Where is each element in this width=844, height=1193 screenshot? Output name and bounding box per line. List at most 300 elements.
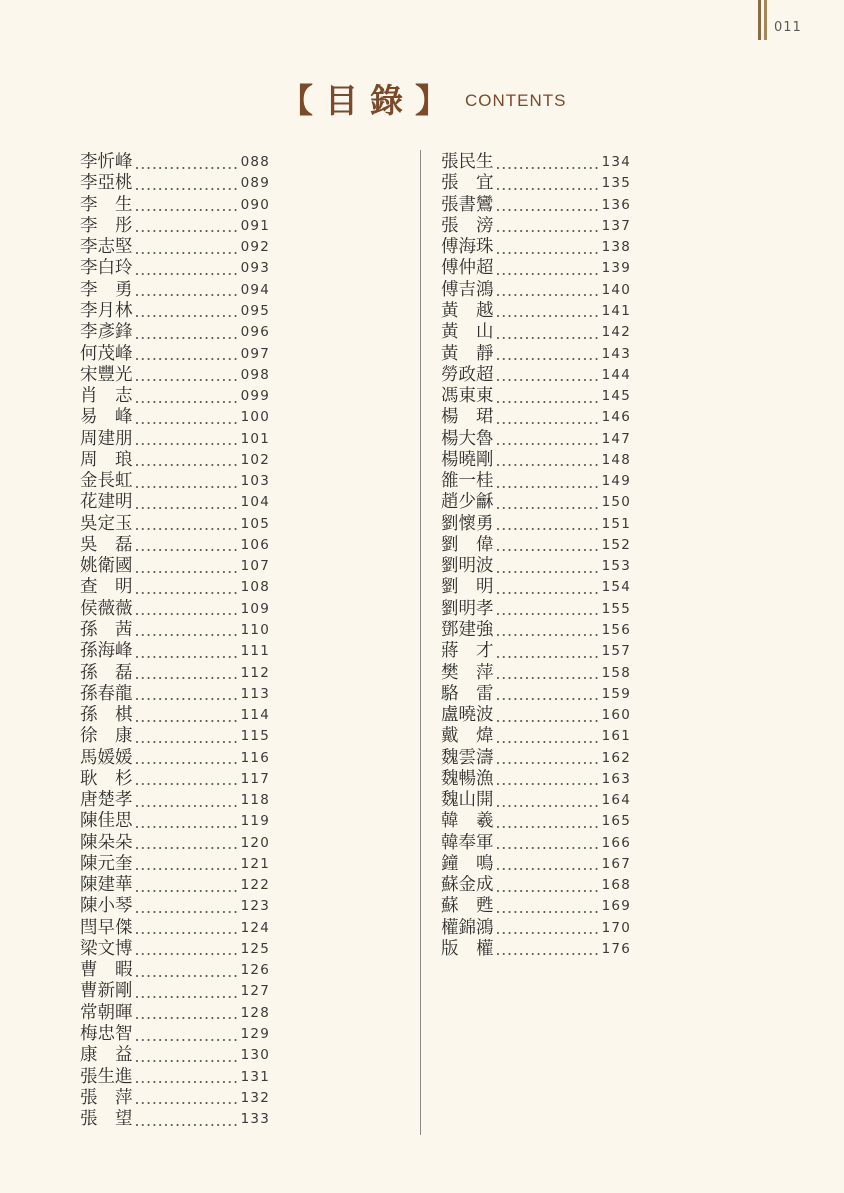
entry-name: 李 勇 [80, 279, 133, 300]
entry-name: 李月林 [80, 300, 133, 321]
entry-name: 周建朋 [80, 428, 133, 449]
dot-leader [136, 209, 239, 211]
entry-name: 孫 茜 [80, 619, 133, 640]
toc-entry [80, 662, 270, 683]
toc-entry [80, 535, 270, 556]
dot-leader [136, 932, 239, 934]
entry-name: 張 滂 [441, 215, 494, 236]
entry-name: 魏雲濤 [441, 747, 494, 768]
entry-page-number: 108 [240, 579, 270, 596]
toc-entry [80, 258, 270, 279]
toc-entry [441, 343, 631, 364]
dot-leader [136, 464, 239, 466]
entry-page-number: 099 [240, 388, 270, 405]
dot-leader [136, 252, 239, 254]
toc-entry [441, 471, 631, 492]
entry-name: 韓 羲 [441, 811, 494, 832]
toc-entry [441, 790, 631, 811]
entry-page-number: 156 [601, 621, 631, 638]
toc-entry [80, 747, 270, 768]
toc-entry [80, 514, 270, 535]
dot-leader [136, 422, 239, 424]
dot-leader [497, 783, 600, 785]
toc-entry [80, 322, 270, 343]
entry-page-number: 154 [601, 579, 631, 596]
dot-leader [136, 358, 239, 360]
dot-leader [497, 613, 600, 615]
entry-page-number: 130 [240, 1047, 270, 1064]
entry-page-number: 160 [601, 707, 631, 724]
toc-entry [441, 577, 631, 598]
entry-page-number: 139 [601, 260, 631, 277]
entry-name: 馬媛媛 [80, 747, 133, 768]
dot-leader [136, 677, 239, 679]
dot-leader [136, 975, 239, 977]
dot-leader [136, 720, 239, 722]
entry-page-number: 153 [601, 558, 631, 575]
toc-entry [441, 747, 631, 768]
dot-leader [136, 656, 239, 658]
toc-entry [80, 960, 270, 981]
entry-page-number: 105 [240, 515, 270, 532]
dot-leader [497, 401, 600, 403]
entry-page-number: 123 [240, 898, 270, 915]
toc-entry [441, 173, 631, 194]
entry-page-number: 097 [240, 345, 270, 362]
entry-name: 楊大魯 [441, 428, 494, 449]
toc-entry [441, 301, 631, 322]
toc-entry [441, 662, 631, 683]
entry-name: 張 宜 [441, 173, 494, 194]
dot-leader [497, 911, 600, 913]
dot-leader [136, 805, 239, 807]
entry-name: 李彥鋒 [80, 322, 133, 343]
toc-entry [441, 833, 631, 854]
dot-leader [136, 1102, 239, 1104]
dot-leader [136, 1081, 239, 1083]
entry-name: 劉明孝 [441, 598, 494, 619]
dot-leader [497, 592, 600, 594]
dot-leader [136, 571, 239, 573]
dot-leader [136, 890, 239, 892]
entry-name: 李 彤 [80, 215, 133, 236]
entry-page-number: 142 [601, 324, 631, 341]
entry-name: 鐘 鳴 [441, 853, 494, 874]
dot-leader [497, 720, 600, 722]
toc-entry [441, 514, 631, 535]
entry-name: 康 益 [80, 1045, 133, 1066]
toc-entry [441, 896, 631, 917]
toc-entry [80, 875, 270, 896]
toc-entry [80, 599, 270, 620]
entry-name: 肖 志 [80, 386, 133, 407]
entry-page-number: 141 [601, 302, 631, 319]
entry-page-number: 133 [240, 1111, 270, 1128]
entry-page-number: 115 [240, 728, 270, 745]
entry-name: 劉懷勇 [441, 513, 494, 534]
dot-leader [136, 486, 239, 488]
dot-leader [497, 528, 600, 530]
toc-entry [441, 684, 631, 705]
entry-page-number: 147 [601, 430, 631, 447]
dot-leader [136, 634, 239, 636]
toc-entry [80, 726, 270, 747]
dot-leader [497, 464, 600, 466]
entry-page-number: 149 [601, 473, 631, 490]
entry-name: 李白玲 [80, 258, 133, 279]
entry-page-number: 091 [240, 217, 270, 234]
entry-name: 耿 杉 [80, 768, 133, 789]
dot-leader [136, 953, 239, 955]
entry-name: 鄧建強 [441, 619, 494, 640]
entry-name: 魏山開 [441, 790, 494, 811]
entry-name: 傅仲超 [441, 258, 494, 279]
entry-name: 版 權 [441, 938, 494, 959]
toc-entry [441, 641, 631, 662]
toc-entry [80, 918, 270, 939]
entry-name: 吳 磊 [80, 534, 133, 555]
toc-entry [80, 280, 270, 301]
entry-name: 孫海峰 [80, 641, 133, 662]
column-divider [420, 150, 421, 1135]
entry-name: 陳朵朵 [80, 832, 133, 853]
entry-page-number: 119 [240, 813, 270, 830]
entry-page-number: 134 [601, 154, 631, 171]
entry-page-number: 121 [240, 855, 270, 872]
entry-name: 楊曉剛 [441, 449, 494, 470]
page-number: 011 [774, 20, 802, 35]
dot-leader [497, 337, 600, 339]
entry-page-number: 162 [601, 749, 631, 766]
dot-leader [136, 698, 239, 700]
dot-leader [497, 252, 600, 254]
entry-page-number: 165 [601, 813, 631, 830]
dot-leader [497, 549, 600, 551]
dot-leader [497, 698, 600, 700]
toc-entry [80, 301, 270, 322]
dot-leader [497, 826, 600, 828]
entry-page-number: 163 [601, 770, 631, 787]
entry-page-number: 100 [240, 409, 270, 426]
toc-entry [441, 407, 631, 428]
dot-leader [136, 337, 239, 339]
dot-leader [136, 315, 239, 317]
entry-name: 曹新剛 [80, 981, 133, 1002]
toc-entry [80, 577, 270, 598]
toc-entry [441, 152, 631, 173]
entry-page-number: 129 [240, 1026, 270, 1043]
entry-page-number: 116 [240, 749, 270, 766]
toc-entry [80, 769, 270, 790]
entry-page-number: 112 [240, 664, 270, 681]
dot-leader [497, 379, 600, 381]
entry-name: 宋豐光 [80, 364, 133, 385]
entry-page-number: 092 [240, 239, 270, 256]
entry-page-number: 120 [240, 834, 270, 851]
entry-name: 雒一桂 [441, 471, 494, 492]
toc-entry [80, 790, 270, 811]
toc-entry [80, 365, 270, 386]
entry-page-number: 132 [240, 1089, 270, 1106]
entry-page-number: 093 [240, 260, 270, 277]
toc-entry [80, 173, 270, 194]
toc-entry [441, 492, 631, 513]
dot-leader [136, 379, 239, 381]
entry-page-number: 122 [240, 877, 270, 894]
toc-entry [441, 386, 631, 407]
entry-page-number: 114 [240, 707, 270, 724]
entry-page-number: 103 [240, 473, 270, 490]
entry-name: 陳元奎 [80, 853, 133, 874]
entry-page-number: 140 [601, 281, 631, 298]
entry-page-number: 089 [240, 175, 270, 192]
entry-page-number: 113 [240, 685, 270, 702]
dot-leader [136, 783, 239, 785]
dot-leader [136, 911, 239, 913]
toc-entry [80, 556, 270, 577]
dot-leader [136, 294, 239, 296]
entry-name: 盧曉波 [441, 705, 494, 726]
dot-leader [136, 868, 239, 870]
entry-name: 吳定玉 [80, 513, 133, 534]
toc-entry [80, 854, 270, 875]
toc-entry [441, 705, 631, 726]
dot-leader [136, 230, 239, 232]
entry-name: 唐楚孝 [80, 790, 133, 811]
dot-leader [497, 443, 600, 445]
entry-page-number: 145 [601, 388, 631, 405]
toc-entry [80, 195, 270, 216]
entry-name: 劉明波 [441, 556, 494, 577]
entry-page-number: 102 [240, 451, 270, 468]
dot-leader [497, 890, 600, 892]
entry-name: 劉 偉 [441, 534, 494, 555]
entry-page-number: 106 [240, 536, 270, 553]
entry-page-number: 096 [240, 324, 270, 341]
entry-page-number: 144 [601, 366, 631, 383]
dot-leader [136, 1060, 239, 1062]
dot-leader [497, 273, 600, 275]
toc-entry [80, 1109, 270, 1130]
entry-name: 趙少龢 [441, 492, 494, 513]
dot-leader [497, 422, 600, 424]
entry-name: 黃 靜 [441, 343, 494, 364]
dot-leader [136, 741, 239, 743]
dot-leader [497, 953, 600, 955]
page-edge-bar [764, 0, 767, 40]
entry-name: 花建明 [80, 492, 133, 513]
entry-page-number: 170 [601, 919, 631, 936]
entry-name: 張書鸞 [441, 194, 494, 215]
entry-page-number: 131 [240, 1068, 270, 1085]
toc-entry [441, 875, 631, 896]
entry-page-number: 137 [601, 217, 631, 234]
dot-leader [497, 762, 600, 764]
toc-entry [80, 343, 270, 364]
dot-leader [497, 634, 600, 636]
toc-entry [441, 854, 631, 875]
toc-entry [441, 811, 631, 832]
toc-entry [441, 535, 631, 556]
entry-page-number: 138 [601, 239, 631, 256]
entry-page-number: 104 [240, 494, 270, 511]
dot-leader [497, 932, 600, 934]
entry-name: 李忻峰 [80, 152, 133, 173]
page-subtitle: CONTENTS [465, 91, 567, 110]
entry-name: 蔣 才 [441, 641, 494, 662]
dot-leader [136, 1124, 239, 1126]
entry-name: 侯薇薇 [80, 598, 133, 619]
entry-name: 陳佳思 [80, 811, 133, 832]
toc-entry [80, 1088, 270, 1109]
toc-entry [441, 195, 631, 216]
entry-name: 樊 萍 [441, 662, 494, 683]
entry-page-number: 117 [240, 770, 270, 787]
entry-page-number: 169 [601, 898, 631, 915]
toc-entry [441, 556, 631, 577]
dot-leader [136, 1039, 239, 1041]
entry-name: 李志堅 [80, 237, 133, 258]
entry-name: 劉 明 [441, 577, 494, 598]
toc-entry [80, 620, 270, 641]
toc-entry [441, 428, 631, 449]
entry-name: 黃 山 [441, 322, 494, 343]
entry-page-number: 088 [240, 154, 270, 171]
dot-leader [497, 486, 600, 488]
toc-column-left [80, 152, 270, 1130]
entry-page-number: 110 [240, 621, 270, 638]
dot-leader [136, 507, 239, 509]
toc-entry [441, 726, 631, 747]
toc-entry [441, 258, 631, 279]
toc-entry [441, 216, 631, 237]
page-edge-bar [758, 0, 761, 40]
dot-leader [136, 401, 239, 403]
toc-entry [80, 896, 270, 917]
toc-entry [441, 322, 631, 343]
dot-leader [497, 805, 600, 807]
entry-page-number: 158 [601, 664, 631, 681]
toc-entry [80, 428, 270, 449]
entry-name: 梁文博 [80, 938, 133, 959]
entry-name: 金長虹 [80, 471, 133, 492]
toc-entry [441, 365, 631, 386]
dot-leader [136, 528, 239, 530]
entry-page-number: 128 [240, 1004, 270, 1021]
dot-leader [136, 613, 239, 615]
entry-page-number: 150 [601, 494, 631, 511]
toc-entry [80, 1066, 270, 1087]
toc-entry [80, 471, 270, 492]
toc-column-right [441, 152, 631, 960]
entry-name: 韓奉軍 [441, 832, 494, 853]
toc-entry [441, 237, 631, 258]
entry-name: 張生進 [80, 1066, 133, 1087]
dot-leader [497, 209, 600, 211]
entry-page-number: 094 [240, 281, 270, 298]
entry-name: 常朝暉 [80, 1002, 133, 1023]
entry-page-number: 135 [601, 175, 631, 192]
entry-name: 何茂峰 [80, 343, 133, 364]
entry-name: 陳小琴 [80, 896, 133, 917]
toc-entry [80, 981, 270, 1002]
entry-page-number: 148 [601, 451, 631, 468]
toc-entry [441, 280, 631, 301]
entry-name: 易 峰 [80, 407, 133, 428]
entry-name: 張 萍 [80, 1087, 133, 1108]
entry-page-number: 101 [240, 430, 270, 447]
toc-entry [80, 492, 270, 513]
entry-name: 周 琅 [80, 449, 133, 470]
entry-page-number: 125 [240, 940, 270, 957]
dot-leader [136, 762, 239, 764]
entry-page-number: 157 [601, 643, 631, 660]
entry-name: 蘇金成 [441, 875, 494, 896]
dot-leader [497, 188, 600, 190]
toc-entry [441, 918, 631, 939]
toc-entry [80, 152, 270, 173]
toc-entry [441, 450, 631, 471]
entry-page-number: 146 [601, 409, 631, 426]
dot-leader [136, 1017, 239, 1019]
entry-page-number: 143 [601, 345, 631, 362]
entry-name: 魏暢漁 [441, 768, 494, 789]
entry-name: 傅吉鴻 [441, 279, 494, 300]
entry-name: 傅海珠 [441, 237, 494, 258]
dot-leader [497, 230, 600, 232]
entry-page-number: 152 [601, 536, 631, 553]
dot-leader [497, 847, 600, 849]
entry-page-number: 176 [601, 940, 631, 957]
dot-leader [497, 868, 600, 870]
toc-entry [80, 386, 270, 407]
dot-leader [136, 443, 239, 445]
dot-leader [497, 358, 600, 360]
dot-leader [497, 315, 600, 317]
toc-entry [80, 237, 270, 258]
entry-name: 孫春龍 [80, 683, 133, 704]
toc-entry [80, 684, 270, 705]
toc-entry [441, 620, 631, 641]
entry-name: 蘇 甦 [441, 896, 494, 917]
entry-page-number: 136 [601, 196, 631, 213]
entry-page-number: 151 [601, 515, 631, 532]
toc-entry [80, 811, 270, 832]
entry-page-number: 164 [601, 792, 631, 809]
toc-entry [80, 833, 270, 854]
toc-entry [80, 939, 270, 960]
entry-name: 戴 煒 [441, 726, 494, 747]
entry-name: 陳建華 [80, 875, 133, 896]
toc-entry [441, 599, 631, 620]
entry-name: 曹 暇 [80, 960, 133, 981]
entry-name: 李 生 [80, 194, 133, 215]
entry-page-number: 155 [601, 600, 631, 617]
entry-page-number: 098 [240, 366, 270, 383]
toc-entry [80, 1045, 270, 1066]
entry-name: 孫 磊 [80, 662, 133, 683]
entry-page-number: 166 [601, 834, 631, 851]
dot-leader [136, 273, 239, 275]
dot-leader [136, 847, 239, 849]
dot-leader [497, 507, 600, 509]
toc-entry [441, 939, 631, 960]
entry-name: 查 明 [80, 577, 133, 598]
toc-entry [80, 641, 270, 662]
page-title: 【目錄】 [280, 81, 460, 120]
dot-leader [136, 549, 239, 551]
toc-entry [441, 769, 631, 790]
